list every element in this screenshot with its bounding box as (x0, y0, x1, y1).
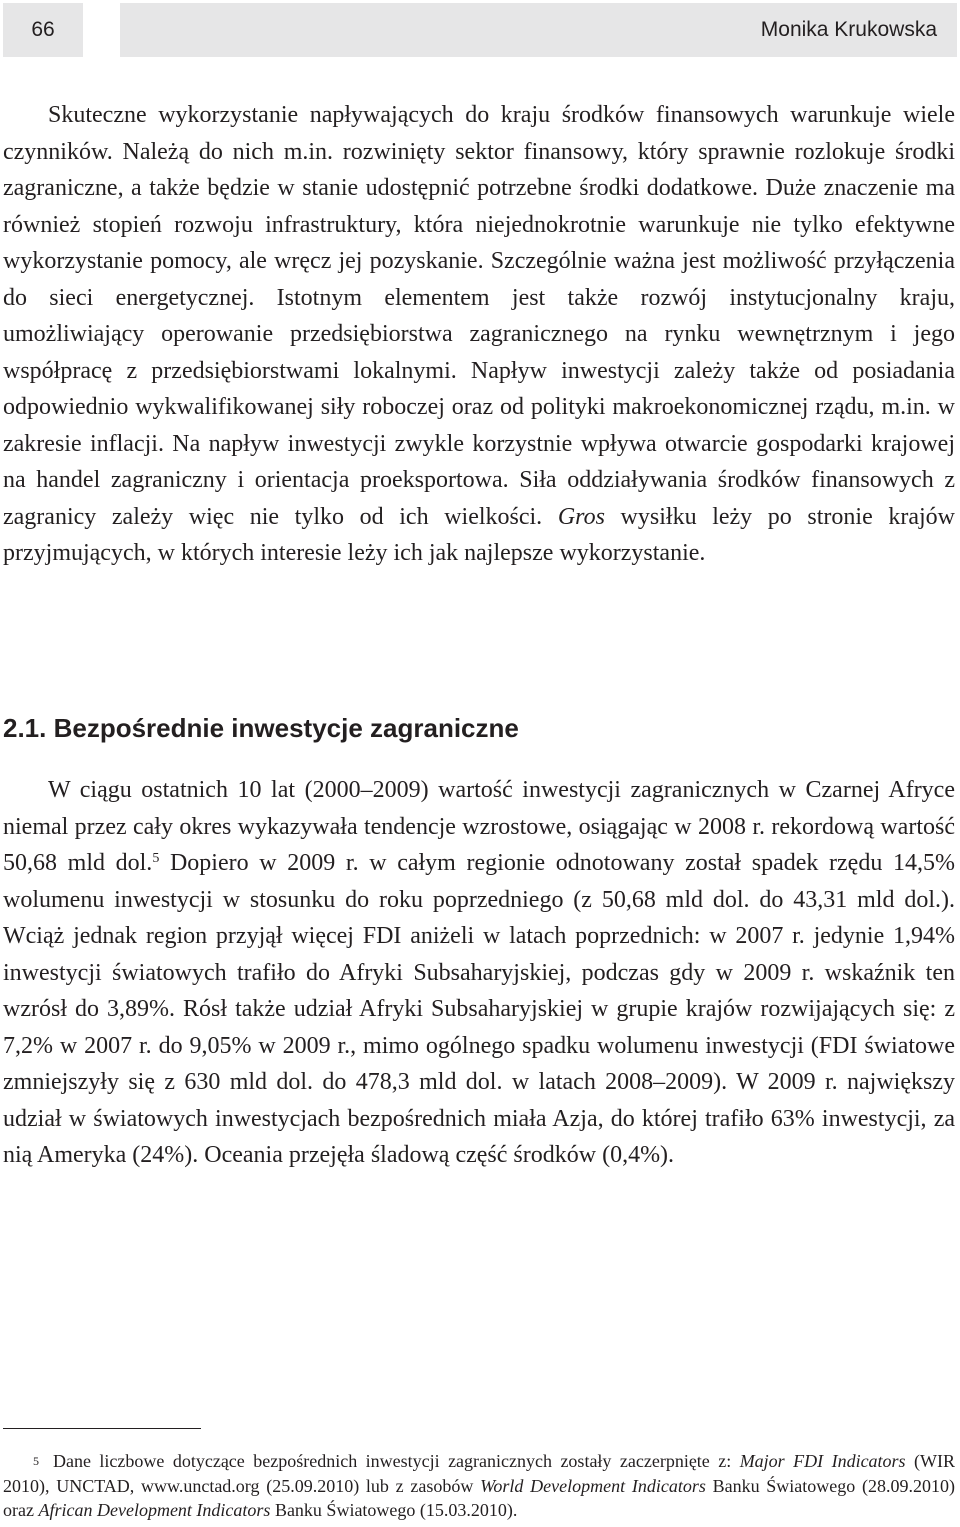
page-header (3, 3, 957, 57)
page-number: 66 (31, 18, 55, 41)
footnote-number: 5 (33, 1454, 39, 1468)
footnote-italic-1: Major FDI Indicators (739, 1451, 906, 1471)
paragraph-intro-text (3, 97, 955, 572)
footnote-text-1: Dane liczbowe dotyczące bezpośrednich inwestycji zagranicznych zostały zaczerpnięte z: (53, 1451, 740, 1471)
para2-text-a: W ciągu ostatnich 10 lat (2000–2009) wartość inwestycji zagranicznych w Czarnej Afryce niemal przez cały okres wykazywała tendencje wzrostowe, osiągając w 2008 r. rekordową wartość 50,68 mld dol. (3, 777, 955, 876)
footnote-separator (3, 1428, 201, 1429)
para2-text-b: Dopiero w 2009 r. w całym regionie odnotowany został spadek rzędu 14,5% wolumenu inwestycji w stosunku do roku poprzedniego (z 50,68 mld dol. do 43,31 mld dol.). Wciąż jednak region przyjął więcej FDI aniżeli w latach poprzednich: w 2007 r. jedynie 1,94% inwestycji światowych trafiło do Afryki Subsaharyjskiej, podczas gdy w 2009 r. wskaźnik ten wzrósł do 3,89%. Rósł także udział Afryki Subsaharyjskiej w grupie krajów rozwijających się: z 7,2% w 2007 r. do 9,05% w 2009 r., mimo ogólnego spadku wolumenu inwestycji (FDI światowe zmniejszyły się z 630 mld dol. do 478,3 mld dol. w latach 2008–2009). W 2009 r. największy udział w światowych inwestycjach bezpośrednich miała Azja, do której trafiło 63% inwestycji, za nią Ameryka (24%). Oceania przejęła śladową część środków (0,4%). (3, 850, 955, 1168)
footnote-text-3: Banku Światowego (28.09.2010) oraz (3, 1475, 955, 1520)
footnote-italic-3: African Development Indicators (38, 1500, 271, 1520)
footnote-text-4: Banku Światowego (15.03.2010). (270, 1500, 518, 1520)
running-head-box (120, 3, 957, 57)
footnote (3, 1449, 955, 1523)
para1-italic-gros: Gros (557, 503, 605, 530)
running-head-author: Monika Krukowska (760, 18, 937, 41)
paragraph-fdi (3, 772, 955, 1174)
page-number-box (3, 3, 83, 57)
paragraph-intro (3, 97, 955, 572)
para1-text-a: Skuteczne wykorzystanie napływających do kraju środków finansowych warunkuje wiele czynników. Należą do nich m.in. rozwinięty sektor finansowy, który sprawnie rozlokuje środki zagraniczne, a także będzie w stanie udostępnić potrzebne środki dodatkowe. Duże znaczenie ma również stopień rozwoju infrastruktury, która niejednokrotnie warunkuje nie tylko efektywne wykorzystanie pomocy, ale wręcz jej pozyskanie. Szczególnie ważna jest możliwość przyłączenia do sieci energetycznej. Istotnym elementem jest także rozwój instytucjonalny kraju, umożliwiający operowanie przedsiębiorstwa zagranicznego na rynku wewnętrznym i jego współpracę z przedsiębiorstwami lokalnymi. Napływ inwestycji zależy także od posiadania odpowiednio wykwalifikowanej siły roboczej oraz od polityki makroekonomicznej rządu, m.in. w zakresie inflacji. Na napływ inwestycji zwykle korzystnie wpływa otwarcie gospodarki krajowej na handel zagraniczny i orientacja proeksportowa. Siła oddziaływania środków finansowych z zagranicy zależy więc nie tylko od ich wielkości. (3, 102, 955, 530)
paragraph-fdi-text (3, 772, 955, 1174)
section-heading: 2.1. Bezpośrednie inwestycje zagraniczne (3, 713, 519, 743)
footnote-italic-2: World Development Indicators (480, 1475, 706, 1496)
footnote-reference[interactable]: 5 (152, 851, 160, 866)
footnote-text-2: (WIR 2010), UNCTAD, www.unctad.org (25.09.2010) lub z zasobów (3, 1451, 956, 1496)
para1-text-b: wysiłku leży po stronie krajów przyjmujących, w których interesie leży ich jak najlepsze wykorzystanie. (3, 503, 956, 566)
